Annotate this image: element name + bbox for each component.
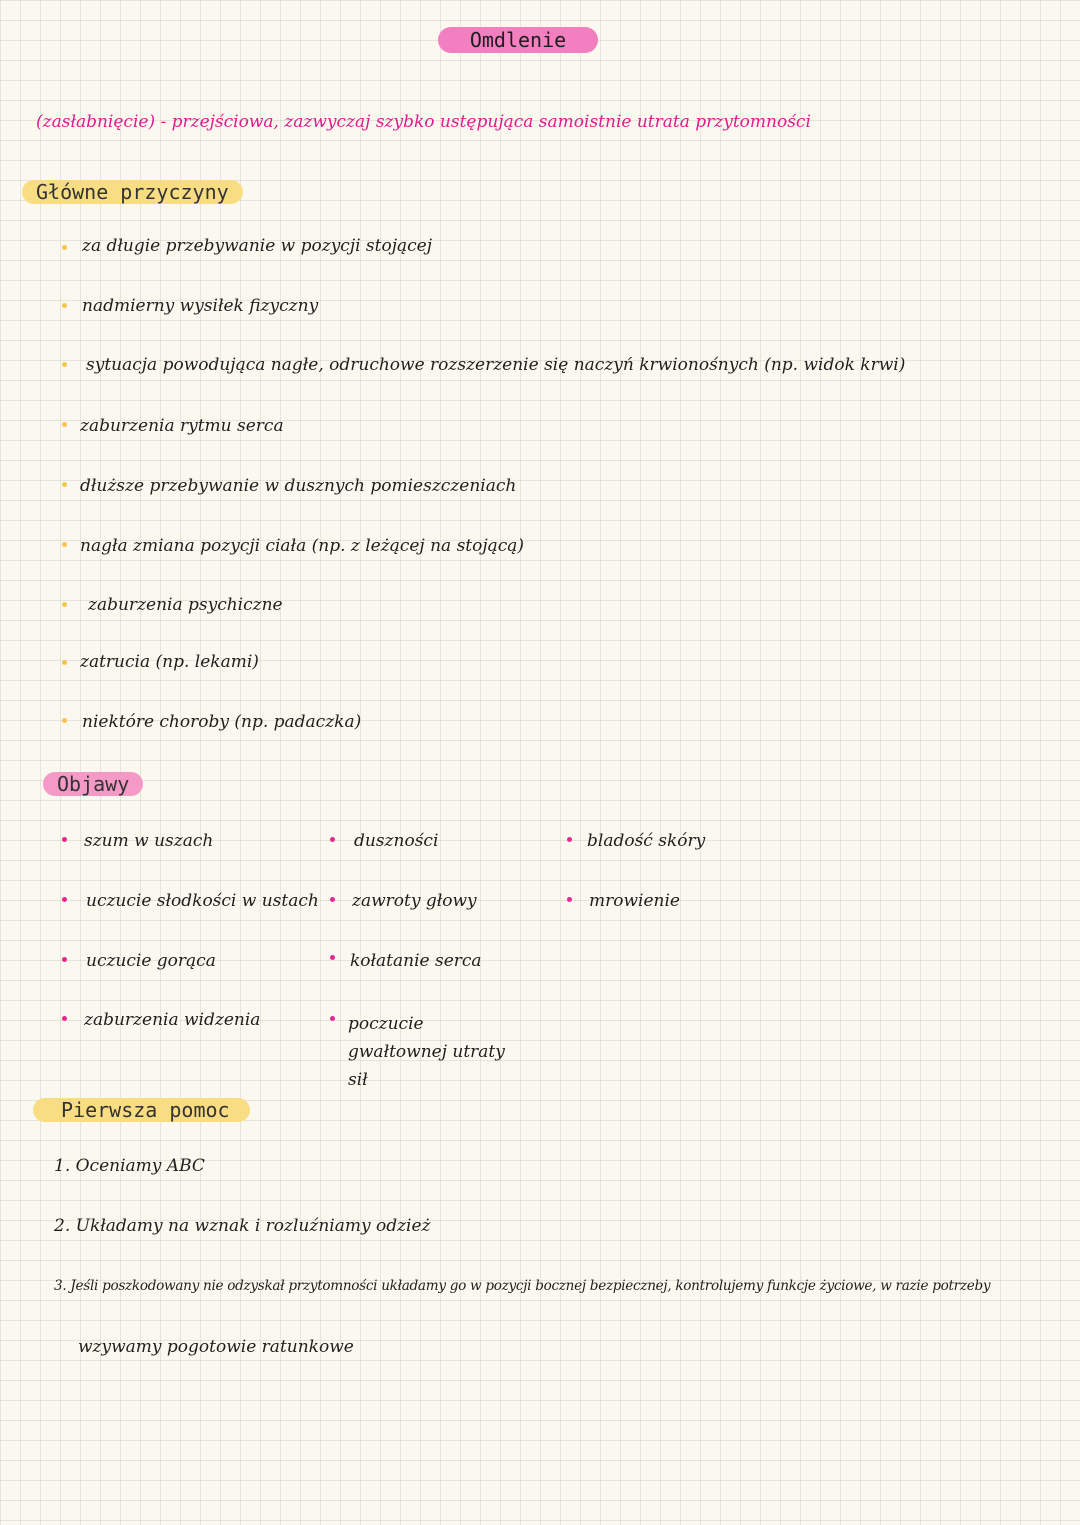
list-item: kołatanie serca <box>350 951 482 971</box>
list-item: dłuższe przebywanie w dusznych pomieszczeniach <box>80 476 517 496</box>
bullet-icon <box>62 482 67 487</box>
definition-text: (zasłabnięcie) - przejściowa, zazwyczaj szybko ustępująca samoistnie utrata przytomności <box>36 112 811 132</box>
list-item: nagła zmiana pozycji ciała (np. z leżącej na stojącą) <box>80 536 525 556</box>
bullet-icon <box>330 897 335 902</box>
bullet-icon <box>62 602 67 607</box>
symptoms-heading: Objawy <box>43 772 143 796</box>
list-item: mrowienie <box>589 891 680 911</box>
bullet-icon <box>62 897 67 902</box>
list-item: duszności <box>354 831 439 851</box>
step-1: 1. Oceniamy ABC <box>54 1156 205 1176</box>
list-item: szum w uszach <box>84 831 214 851</box>
bullet-icon <box>62 1016 67 1021</box>
list-item: zatrucia (np. lekami) <box>80 652 259 672</box>
list-item: zaburzenia widzenia <box>84 1010 261 1030</box>
causes-heading: Główne przyczyny <box>22 180 243 204</box>
bullet-icon <box>567 837 572 842</box>
list-item: nadmierny wysiłek fizyczny <box>82 296 319 316</box>
list-item: za długie przebywanie w pozycji stojącej <box>82 236 432 256</box>
bullet-icon <box>62 660 67 665</box>
list-item: zawroty głowy <box>352 891 477 911</box>
bullet-icon <box>62 957 67 962</box>
list-item: uczucie słodkości w ustach <box>86 891 319 911</box>
bullet-icon <box>62 245 67 250</box>
list-item: sytuacja powodująca nagłe, odruchowe rozszerzenie się naczyń krwionośnych (np. widok krwi) <box>86 355 906 375</box>
list-item: uczucie gorąca <box>86 951 216 971</box>
step-3-continued: wzywamy pogotowie ratunkowe <box>78 1337 354 1357</box>
page-title: Omdlenie <box>438 27 598 53</box>
bullet-icon <box>330 1016 335 1021</box>
step-2: 2. Układamy na wznak i rozluźniamy odzież <box>54 1216 431 1236</box>
bullet-icon <box>62 422 67 427</box>
first-aid-heading: Pierwsza pomoc <box>33 1098 250 1122</box>
bullet-icon <box>62 303 67 308</box>
list-item: niektóre choroby (np. padaczka) <box>82 712 362 732</box>
step-3: 3. Jeśli poszkodowany nie odzyskał przytomności układamy go w pozycji bocznej bezpiecznej, kontrolujemy funkcje życiowe, w razie potrzeby <box>54 1278 991 1294</box>
bullet-icon <box>62 362 67 367</box>
bullet-icon <box>62 837 67 842</box>
list-item: zaburzenia rytmu serca <box>80 416 284 436</box>
bullet-icon <box>330 955 335 960</box>
bullet-icon <box>62 718 67 723</box>
bullet-icon <box>330 837 335 842</box>
list-item: bladość skóry <box>587 831 706 851</box>
list-item: poczucie gwałtownej utraty sił <box>348 1014 505 1090</box>
bullet-icon <box>567 897 572 902</box>
list-item: zaburzenia psychiczne <box>88 595 283 615</box>
bullet-icon <box>62 542 67 547</box>
